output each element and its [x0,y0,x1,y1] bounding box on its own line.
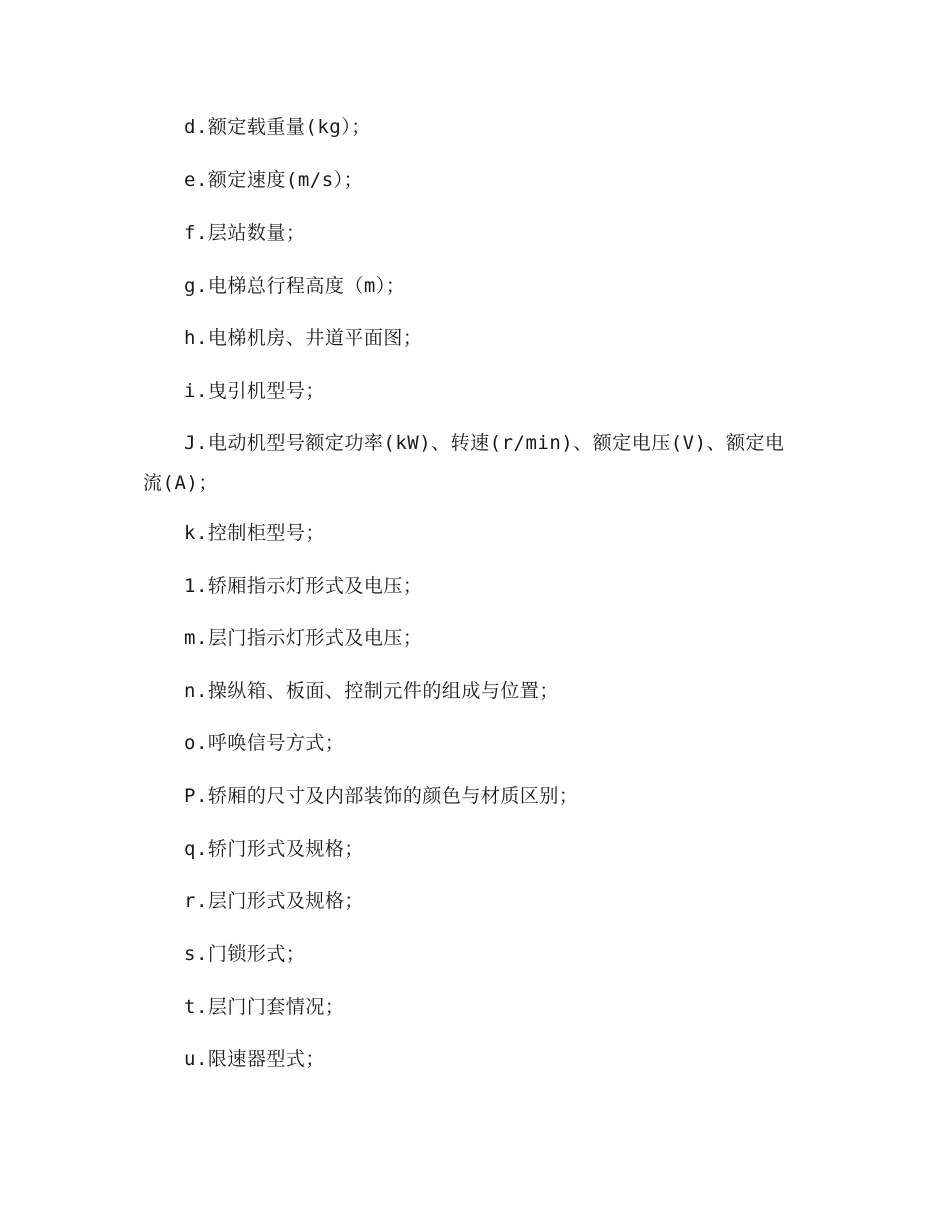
list-item: g.电梯总行程高度（m）； [184,275,406,297]
list-item: s.门锁形式； [184,943,306,965]
list-item: n.操纵箱、板面、控制元件的组成与位置； [184,680,559,702]
list-item: u.限速器型式； [184,1048,325,1070]
list-item: t.层门门套情况； [184,996,345,1018]
list-item: 1.轿厢指示灯形式及电压； [184,575,423,597]
list-item: r.层门形式及规格； [184,890,364,912]
list-item: h.电梯机房、井道平面图； [184,327,423,349]
list-item: e.额定速度(m/s）； [184,169,364,191]
list-item: i.曳引机型号； [184,380,325,402]
list-item: o.呼唤信号方式； [184,732,345,754]
list-item: d.额定载重量(kg）； [184,116,371,138]
list-item: k.控制柜型号； [184,522,325,544]
list-item: P.轿厢的尺寸及内部装饰的颜色与材质区别； [184,785,579,807]
list-item: f.层站数量； [184,222,306,244]
list-item: q.轿门形式及规格； [184,838,364,860]
list-item: m.层门指示灯形式及电压； [184,627,423,649]
list-item: J.电动机型号额定功率(kW)、转速(r/min)、额定电压(V)、额定电流(A)； [143,432,785,494]
